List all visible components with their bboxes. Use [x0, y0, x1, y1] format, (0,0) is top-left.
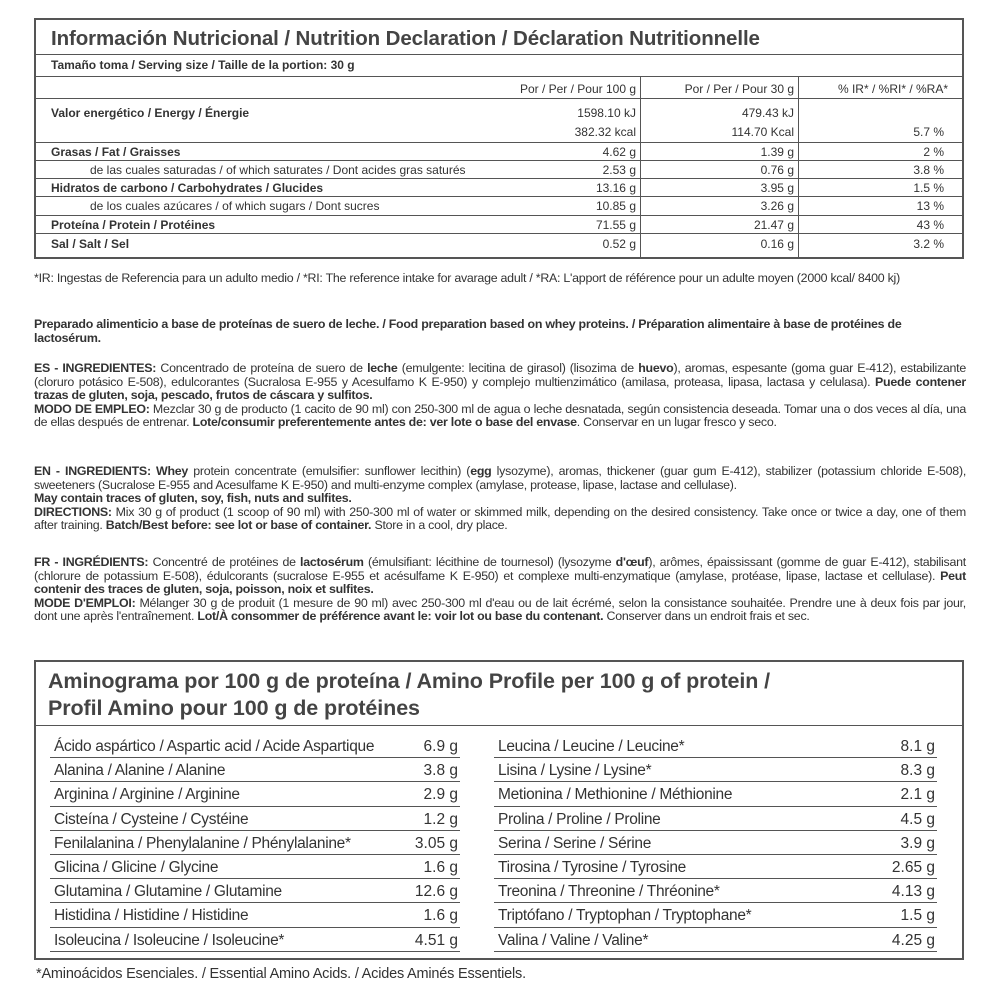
fat-label: Grasas / Fat / Graisses [51, 145, 181, 159]
divider [36, 54, 962, 55]
amino-value: 4.51 g [414, 931, 458, 949]
energy-kj-100: 1598.10 kJ [577, 106, 636, 120]
column-divider [640, 76, 641, 257]
protein-label: Proteína / Protein / Protéines [51, 218, 216, 232]
amino-value: 3.05 g [414, 834, 458, 852]
en-allergen: egg [470, 464, 492, 478]
essential-amino-footnote: *Aminoácidos Esenciales. / Essential Amino Acids. / Acides Aminés Essentiels. [36, 966, 526, 982]
sugars-30: 3.26 g [760, 199, 794, 213]
amino-row [50, 879, 460, 903]
amino-left-column [50, 734, 460, 952]
en-ingredients-text: lysozyme), aromas, thickener (guar gum E-412), stabilizer (potassium chloride E-508), sweeteners (Sucralose E-955 and Acesulfame K E-950) and multi-enzyme complex (amylase, protease, lipase, lactase and cellulase). [34, 464, 967, 492]
amino-name: Lisina / Lysine / Lysine* [498, 762, 652, 780]
fr-ingredients-text: (émulsifiant: lécithine de tournesol) (lysozyme [363, 555, 616, 569]
salt-label: Sal / Salt / Sel [51, 237, 130, 251]
es-storage-text: . Conservar en un lugar fresco y seco. [576, 415, 777, 430]
amino-value: 2.9 g [423, 786, 458, 804]
en-traces-warning: May contain traces of gluten, soy, fish, nuts and sulfites. [34, 491, 352, 506]
amino-value: 3.9 g [900, 834, 935, 852]
amino-row [50, 782, 460, 806]
es-traces-warning: Puede contener trazas de gluten, soja, pescado, frutos de cáscara y sulfitos. [34, 374, 966, 403]
saturates-100: 2.53 g [602, 163, 636, 177]
en-directions-label: DIRECTIONS: [34, 504, 112, 519]
es-allergen: huevo [638, 361, 674, 375]
fr-ingredients-text: ), arômes, épaississant (gomme de guar E-412), stabilisant (chlorure de potassium E-508), édulcorants (sucralose E-955 et acésulfame K E-950) et complexe multi-enzymatique (amylase, protéase, lipase, lactase et cellulase). [34, 555, 966, 583]
amino-value: 12.6 g [414, 883, 458, 901]
amino-name: Triptófano / Tryptophan / Tryptophane* [498, 907, 752, 925]
es-directions-label: MODO DE EMPLEO: [34, 401, 150, 416]
nutrition-title: Información Nutricional / Nutrition Declaration / Déclaration Nutritionnelle [51, 27, 760, 50]
salt-30: 0.16 g [760, 237, 794, 251]
column-divider [798, 76, 799, 257]
es-ingredients-text: ), aromas, espesante (goma guar E-412), estabilizante (cloruro potásico E-508), edulcorantes (Sucralosa E-955 y Acesulfamo K E-950) y complejo multienzimático (amilasa, proteasa, lipasa, lactasa y celulasa). [34, 361, 967, 389]
amino-row [494, 782, 937, 806]
amino-name: Histidina / Histidine / Histidine [54, 907, 249, 925]
es-ingredients-text: Concentrado de proteína de suero de [156, 361, 368, 375]
amino-row [494, 879, 937, 903]
nutrition-table [34, 18, 964, 259]
amino-row [50, 903, 460, 927]
amino-value: 1.5 g [900, 907, 935, 925]
divider [36, 98, 962, 99]
amino-value: 1.2 g [423, 810, 458, 828]
es-directions-text: Mezclar 30 g de producto (1 cacito de 90 ml) con 250-300 ml de agua o leche desnatada, según consistencia deseada. Tomar una o dos veces al día, una de ellas después de entrenar. [34, 401, 966, 430]
amino-name: Treonina / Threonine / Thréonine* [498, 883, 720, 901]
header-per-30g: Por / Per / Pour 30 g [684, 82, 794, 96]
energy-ir: 5.7 % [913, 125, 944, 139]
serving-size: Tamaño toma / Serving size / Taille de la portion: 30 g [51, 58, 355, 72]
carbohydrates-100: 13.16 g [595, 181, 636, 195]
divider [36, 233, 962, 234]
en-ingredients-label: EN - INGREDIENTS: Whey [34, 464, 189, 478]
energy-kcal-30: 114.70 Kcal [731, 125, 794, 139]
energy-label: Valor energético / Energy / Énergie [51, 106, 250, 120]
sugars-label: de los cuales azúcares / of which sugars / Dont sucres [90, 199, 380, 213]
en-storage-text: Store in a cool, dry place. [371, 518, 508, 533]
divider [36, 76, 962, 77]
amino-row [50, 734, 460, 758]
amino-right-column [494, 734, 937, 952]
amino-row [50, 807, 460, 831]
amino-name: Prolina / Proline / Proline [498, 810, 661, 828]
carbohydrates-label: Hidratos de carbono / Carbohydrates / Glucides [51, 181, 324, 195]
amino-row [494, 758, 937, 782]
fat-100: 4.62 g [602, 145, 636, 159]
divider [36, 142, 962, 143]
amino-value: 4.5 g [900, 810, 935, 828]
amino-value: 3.8 g [423, 762, 458, 780]
amino-name: Isoleucina / Isoleucine / Isoleucine* [54, 931, 285, 949]
energy-kj-30: 479.43 kJ [741, 106, 794, 120]
reference-intake-note: *IR: Ingestas de Referencia para un adulto medio / *RI: The reference intake for avarage adult / *RA: L'apport de référence pour un adulte moyen (2000 kcal/ 8400 kj) [34, 271, 900, 285]
fr-directions-label: MODE D'EMPLOI: [34, 595, 136, 610]
amino-value: 1.6 g [423, 907, 458, 925]
divider [36, 160, 962, 161]
amino-name: Alanina / Alanine / Alanine [54, 762, 226, 780]
amino-value: 4.13 g [891, 883, 935, 901]
es-allergen: leche [367, 361, 398, 375]
en-section [34, 465, 966, 533]
amino-name: Valina / Valine / Valine* [498, 931, 649, 949]
amino-row [50, 831, 460, 855]
fr-directions-text: Mélanger 30 g de produit (1 mesure de 90 ml) avec 250-300 ml d'eau ou de lait écrémé, selon la consistance souhaitée. Prendre une à deux fois par jour, dont une après l'entraînement. [34, 595, 966, 624]
fr-ingredients-text: Concentré de protéines de [148, 555, 301, 569]
en-ingredients-text: protein concentrate (emulsifier: sunflower lecithin) ( [188, 464, 471, 478]
sugars-ir: 13 % [916, 199, 944, 213]
protein-ir: 43 % [916, 218, 944, 232]
sugars-100: 10.85 g [595, 199, 636, 213]
en-batch-note: Batch/Best before: see lot or base of container. [105, 518, 372, 533]
salt-100: 0.52 g [602, 237, 636, 251]
amino-value: 8.3 g [900, 762, 935, 780]
divider [36, 178, 962, 179]
fr-batch-note: Lot/À consommer de préférence avant le: voir lot ou base du contenant. [197, 609, 604, 624]
amino-name: Leucina / Leucine / Leucine* [498, 738, 685, 755]
amino-name: Arginina / Arginine / Arginine [54, 786, 240, 804]
fr-allergen: d'œuf [615, 555, 649, 569]
saturates-30: 0.76 g [760, 163, 794, 177]
amino-title-line-2: Profil Amino pour 100 g de protéines [48, 696, 420, 720]
fr-traces-warning: Peut contenir des traces de gluten, soja, poisson, noix et sulfites. [34, 568, 966, 597]
en-directions-text: Mix 30 g of product (1 scoop of 90 ml) with 250-300 ml of water or skimmed milk, depending on the desired consistency. Take once or twice a day, one of them after training. [34, 504, 966, 533]
amino-profile-table [34, 660, 964, 960]
fr-allergen: lactosérum [300, 555, 364, 569]
header-ir: % IR* / %RI* / %RA* [837, 82, 948, 96]
protein-100: 71.55 g [595, 218, 636, 232]
amino-row [494, 734, 937, 758]
es-ingredients-text: (emulgente: lecitina de girasol) (lisozima de [397, 361, 639, 375]
fr-section [34, 556, 966, 624]
amino-value: 6.9 g [423, 738, 458, 755]
amino-row [494, 807, 937, 831]
amino-name: Serina / Serine / Sérine [498, 834, 652, 852]
amino-row [494, 928, 937, 952]
amino-row [50, 758, 460, 782]
carbohydrates-ir: 1.5 % [913, 181, 944, 195]
divider [36, 196, 962, 197]
amino-title [48, 668, 770, 722]
saturates-ir: 3.8 % [913, 163, 944, 177]
amino-name: Fenilalanina / Phenylalanine / Phénylalanine* [54, 834, 351, 852]
es-batch-note: Lote/consumir preferentemente antes de: ver lote o base del envase [192, 415, 577, 430]
amino-name: Cisteína / Cysteine / Cystéine [54, 810, 249, 828]
es-ingredients-label: ES - INGREDIENTES: [34, 361, 157, 375]
amino-value: 2.1 g [900, 786, 935, 804]
amino-value: 4.25 g [891, 931, 935, 949]
fat-30: 1.39 g [760, 145, 794, 159]
amino-row [494, 831, 937, 855]
protein-30: 21.47 g [753, 218, 794, 232]
amino-name: Tirosina / Tyrosine / Tyrosine [498, 858, 686, 876]
amino-value: 2.65 g [891, 858, 935, 876]
divider [36, 725, 962, 726]
amino-row [50, 855, 460, 879]
amino-name: Glicina / Glicine / Glycine [54, 858, 219, 876]
amino-value: 1.6 g [423, 858, 458, 876]
header-per-100g: Por / Per / Pour 100 g [519, 82, 636, 96]
amino-value: 8.1 g [900, 738, 935, 755]
fr-storage-text: Conserver dans un endroit frais et sec. [603, 609, 810, 624]
amino-row [494, 855, 937, 879]
amino-row [494, 903, 937, 927]
energy-kcal-100: 382.32 kcal [574, 125, 636, 139]
divider [36, 215, 962, 216]
carbohydrates-30: 3.95 g [760, 181, 794, 195]
fat-ir: 2 % [923, 145, 944, 159]
preparation-description: Preparado alimenticio a base de proteínas de suero de leche. / Food preparation based on whey proteins. / Préparation alimentaire à base de protéines de lactosérum. [34, 317, 902, 345]
salt-ir: 3.2 % [913, 237, 944, 251]
amino-name: Metionina / Methionine / Méthionine [498, 786, 733, 804]
amino-name: Ácido aspártico / Aspartic acid / Acide Aspartique [54, 738, 375, 755]
amino-name: Glutamina / Glutamine / Glutamine [54, 883, 282, 901]
amino-title-line-1: Aminograma por 100 g de proteína / Amino Profile per 100 g of protein / [48, 669, 771, 693]
amino-row [50, 928, 460, 952]
fr-ingredients-label: FR - INGRÉDIENTS: [34, 555, 149, 569]
saturates-label: de las cuales saturadas / of which saturates / Dont acides gras saturés [90, 163, 466, 177]
es-section [34, 362, 966, 430]
